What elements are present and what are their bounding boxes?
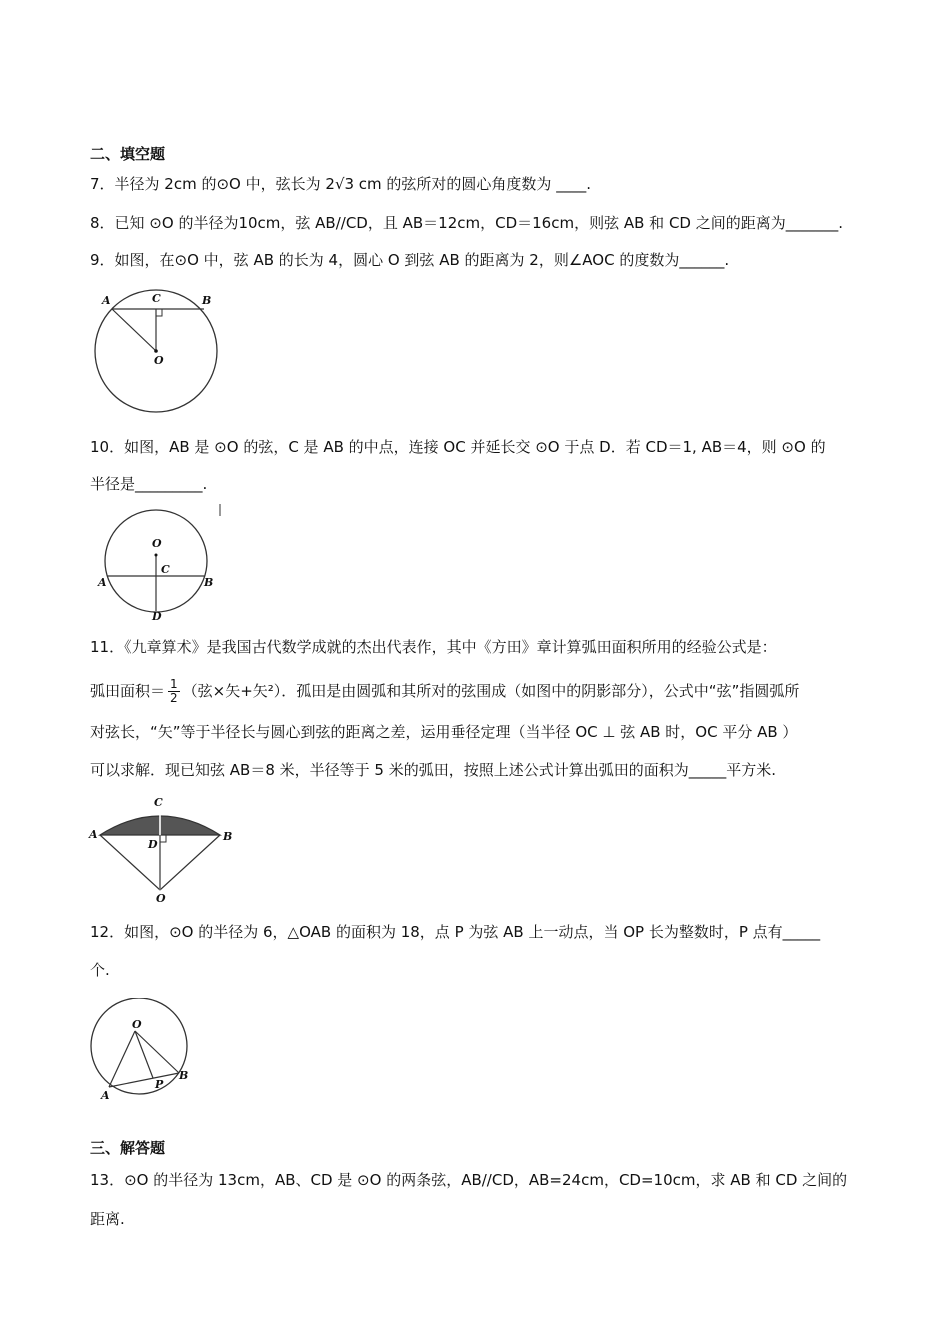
fig10-label-d: D <box>152 610 162 623</box>
figure-12 <box>86 998 206 1107</box>
question-12-line-1: 12．如图，⊙O 的半径为 6，△OAB 的面积为 18，点 P 为弦 AB 上一动点，当 OP 长为整数时，P 点有_____ <box>90 923 821 941</box>
q11-formula-prefix: 弧田面积＝ <box>90 682 166 700</box>
fig9-label-b: B <box>202 294 212 307</box>
fig12-label-b: B <box>179 1069 189 1082</box>
fig11-label-d: D <box>148 838 158 851</box>
fig12-label-a: A <box>101 1089 110 1102</box>
question-11-line-3: 对弦长，“矢”等于半径长与圆心到弦的距离之差，运用垂径定理（当半径 OC ⊥ 弦 AB 时，OC 平分 AB ） <box>90 723 798 741</box>
question-11-line-4: 可以求解．现已知弦 AB＝8 米，半径等于 5 米的弧田，按照上述公式计算出弧田的面积为_____平方米. <box>90 761 776 779</box>
fig11-label-b: B <box>223 830 233 843</box>
question-9: 9．如图，在⊙O 中，弦 AB 的长为 4，圆心 O 到弦 AB 的距离为 2，则∠AOC 的度数为______. <box>90 251 730 269</box>
fig9-label-o: O <box>154 354 164 367</box>
fig11-label-o: O <box>156 892 166 905</box>
question-8: 8．已知 ⊙O 的半径为10cm，弦 AB//CD，且 AB＝12cm，CD＝16cm，则弦 AB 和 CD 之间的距离为_______. <box>90 214 844 232</box>
fig10-label-b: B <box>204 576 214 589</box>
fig12-label-o: O <box>132 1018 142 1031</box>
figure-11 <box>86 792 246 911</box>
q11-formula-rest: （弦×矢+矢²）．孤田是由圆弧和其所对的弦围成（如图中的阴影部分），公式中“弦”指圆弧所 <box>182 682 800 700</box>
question-11-line-1: 11．《九章算术》是我国古代数学成就的杰出代表作，其中《方田》章计算弧田面积所用的经验公式是： <box>90 638 777 656</box>
question-12-line-2: 个. <box>90 961 110 979</box>
fig11-label-c: C <box>154 796 163 809</box>
q11-fraction <box>168 678 180 705</box>
fig11-label-a: A <box>89 828 98 841</box>
question-13-line-1: 13．⊙O 的半径为 13cm，AB、CD 是 ⊙O 的两条弦，AB//CD，AB=24cm，CD=10cm，求 AB 和 CD 之间的 <box>90 1171 848 1189</box>
fig10-label-o: O <box>152 537 162 550</box>
fig9-label-c: C <box>152 292 161 305</box>
section-fill-blank: 二、填空题 <box>90 145 166 163</box>
section-answer: 三、解答题 <box>90 1139 166 1157</box>
fig12-label-p: P <box>155 1078 164 1091</box>
fig10-label-a: A <box>98 576 107 589</box>
q11-frac-den: 2 <box>170 691 178 705</box>
fig9-label-a: A <box>102 294 111 307</box>
q11-frac-num: 1 <box>170 677 178 691</box>
question-13-line-2: 距离. <box>90 1210 125 1228</box>
fig10-label-c: C <box>161 563 170 576</box>
question-10-line-2: 半径是_________. <box>90 475 208 493</box>
question-10-line-1: 10．如图，AB 是 ⊙O 的弦，C 是 AB 的中点，连接 OC 并延长交 ⊙O 于点 D．若 CD＝1, AB＝4，则 ⊙O 的 <box>90 438 826 456</box>
figure-9 <box>90 288 230 427</box>
question-7: 7．半径为 2cm 的⊙O 中，弦长为 2√3 cm 的弦所对的圆心角度数为 ____. <box>90 175 591 193</box>
question-11-line-2 <box>90 676 799 706</box>
figure-10 <box>90 498 230 627</box>
